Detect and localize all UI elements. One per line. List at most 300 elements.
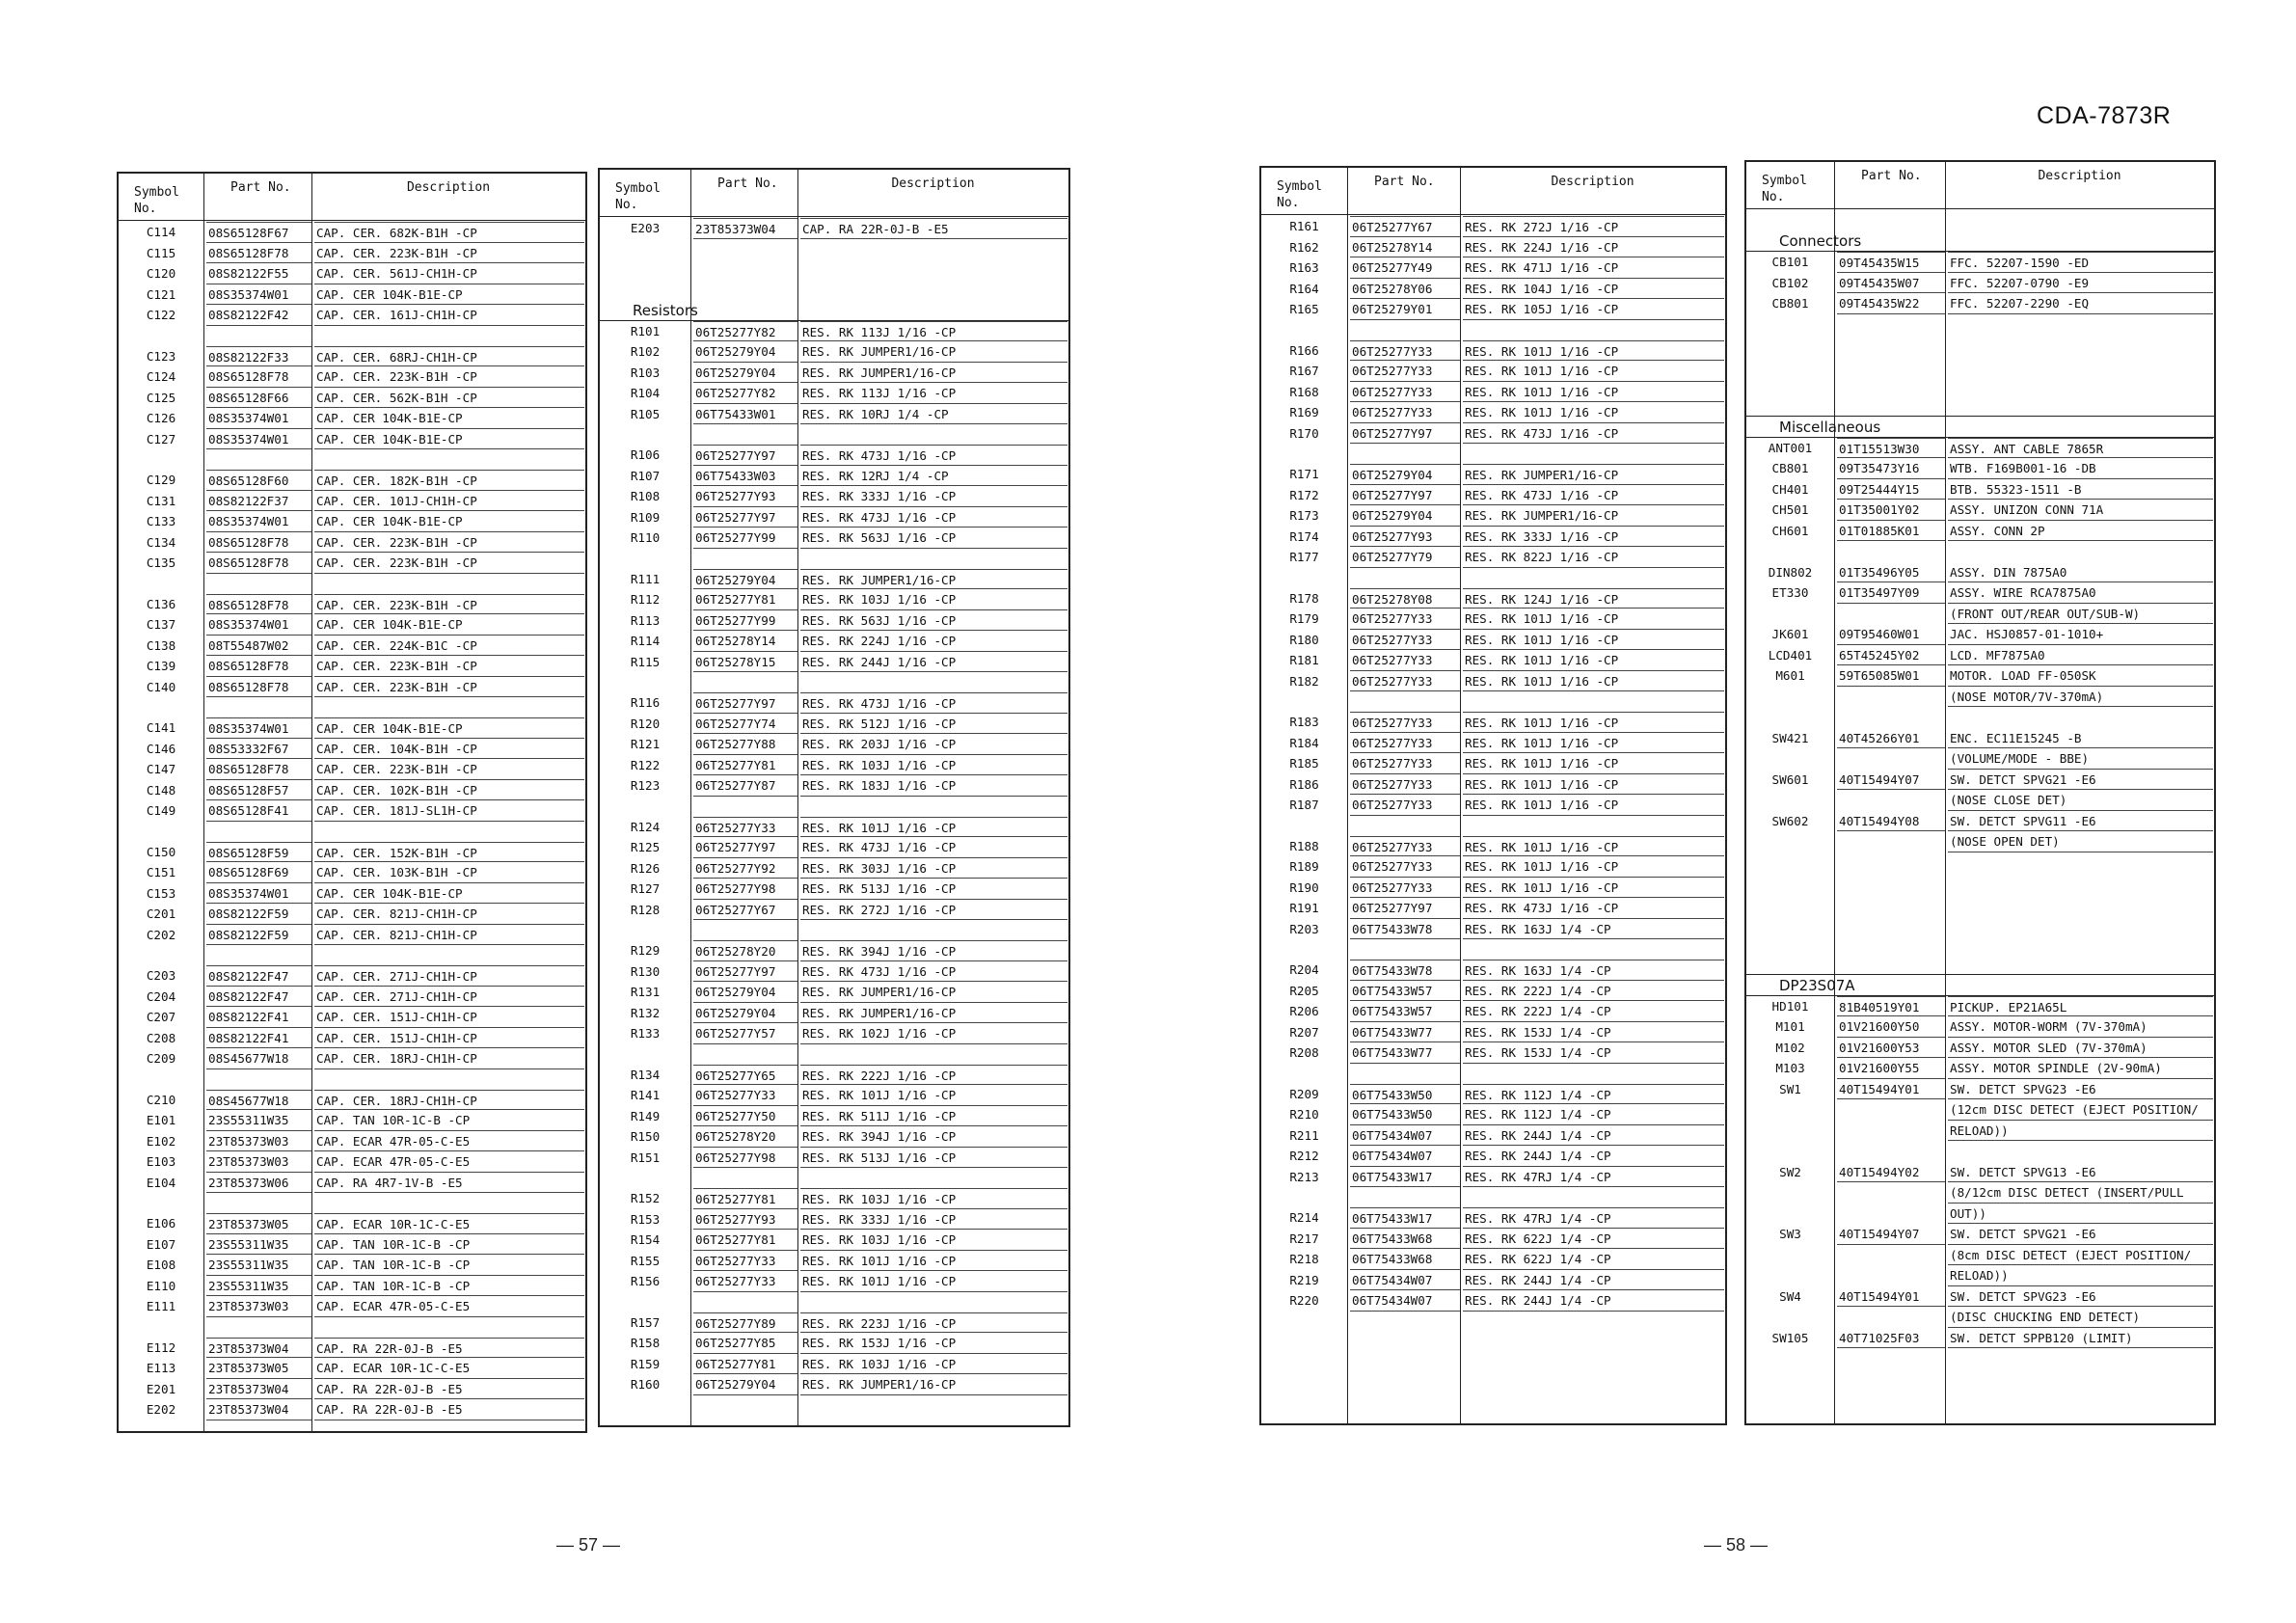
- table-row: [1746, 1245, 2214, 1266]
- table-row: [119, 842, 585, 863]
- cell-part-no: 23T85373W04: [206, 1399, 311, 1420]
- cell-part-no: 23T85373W04: [693, 218, 797, 239]
- cell-part-no: 06T25277Y82: [693, 383, 797, 404]
- cell-part-no: 06T75433W50: [1350, 1084, 1460, 1105]
- cell-symbol: E111: [146, 1299, 176, 1313]
- cell-symbol: R125: [630, 840, 661, 854]
- table-row: [119, 614, 585, 636]
- cell-part-no: 08S65128F60: [206, 470, 311, 491]
- cell-part-no: 08S35374W01: [206, 429, 311, 450]
- cell-symbol: C126: [146, 411, 176, 425]
- table-row: [119, 1110, 585, 1131]
- table-row: [600, 1148, 1068, 1169]
- cell-description: CAP. CER. 223K-B1H -CP: [314, 243, 584, 264]
- cell-part-no: 06T75433W03: [693, 466, 797, 487]
- cell-part-no: 06T25277Y97: [1350, 485, 1460, 506]
- cell-symbol: R209: [1289, 1086, 1319, 1101]
- cell-description: OUT)): [1948, 1204, 2213, 1225]
- cell-description: RES. RK 513J 1/16 -CP: [800, 879, 1067, 900]
- table-row: [1746, 645, 2214, 666]
- cell-description: RES. RK 101J 1/16 -CP: [1463, 712, 1724, 733]
- table-row: [1261, 402, 1725, 423]
- table-row: [1261, 1104, 1725, 1125]
- cell-description: RES. RK 113J 1/16 -CP: [800, 383, 1067, 404]
- cell-description: BTB. 55323-1511 -B: [1948, 479, 2213, 500]
- cell-part-no: 06T25277Y33: [693, 817, 797, 838]
- table-row: [119, 284, 585, 306]
- cell-symbol: SW601: [1771, 771, 1809, 787]
- cell-symbol: C135: [146, 555, 176, 570]
- table-row: [1261, 878, 1725, 899]
- table-row: [1746, 831, 2214, 852]
- cell-description: CAP. RA 22R-0J-B -E5: [314, 1379, 584, 1400]
- row-spacer: [1746, 335, 2214, 355]
- table-row: [600, 900, 1068, 921]
- table-row: [119, 1234, 585, 1256]
- cell-part-no: 08S65128F78: [206, 366, 311, 388]
- table-row: [600, 982, 1068, 1003]
- table-row: [1746, 1121, 2214, 1142]
- cell-description: CAP. CER 104K-B1E-CP: [314, 717, 584, 739]
- cell-part-no: 06T25279Y04: [1350, 464, 1460, 485]
- cell-description: RES. RK 103J 1/16 -CP: [800, 589, 1067, 610]
- section-heading: [1746, 230, 2214, 252]
- cell-part-no: 23T85373W03: [206, 1151, 311, 1173]
- cell-part-no: 09T45435W15: [1837, 252, 1945, 273]
- cell-symbol: CB101: [1771, 255, 1809, 269]
- cell-description: RES. RK 47RJ 1/4 -CP: [1463, 1207, 1724, 1229]
- table-row: [119, 366, 585, 388]
- cell-symbol: M101: [1775, 1019, 1805, 1034]
- table-row: [119, 408, 585, 429]
- cell-part-no: 08S65128F66: [206, 388, 311, 409]
- cell-part-no: 06T25277Y33: [1350, 774, 1460, 796]
- cell-part-no: 23S55311W35: [206, 1110, 311, 1131]
- header-description: Description: [891, 176, 975, 191]
- cell-description: RES. RK JUMPER1/16-CP: [800, 1374, 1067, 1395]
- cell-description: CAP. CER. 223K-B1H -CP: [314, 656, 584, 677]
- cell-symbol: R110: [630, 530, 661, 545]
- table-row: [1261, 753, 1725, 774]
- cell-part-no: [1837, 1307, 1945, 1328]
- cell-part-no: 06T25277Y33: [1350, 382, 1460, 403]
- cell-description: CAP. RA 22R-0J-B -E5: [800, 218, 1067, 239]
- cell-part-no: 06T25277Y93: [1350, 527, 1460, 548]
- row-spacer: [119, 945, 585, 965]
- cell-description: RES. RK JUMPER1/16-CP: [800, 982, 1067, 1003]
- cell-part-no: 40T15494Y07: [1837, 770, 1945, 791]
- table-row: [119, 346, 585, 367]
- header-symbol-label: Symbol: [1277, 179, 1322, 194]
- cell-part-no: 06T25277Y33: [693, 1251, 797, 1272]
- cell-description: CAP. CER. 223K-B1H -CP: [314, 366, 584, 388]
- cell-description: CAP. ECAR 10R-1C-C-E5: [314, 1358, 584, 1379]
- cell-description: RES. RK 222J 1/4 -CP: [1463, 981, 1724, 1002]
- cell-symbol: R214: [1289, 1210, 1319, 1225]
- table-row: [600, 610, 1068, 632]
- cell-description: RES. RK 101J 1/16 -CP: [800, 817, 1067, 838]
- table-row: [1746, 458, 2214, 479]
- cell-part-no: 23T85373W03: [206, 1296, 311, 1317]
- table-row: [1261, 279, 1725, 300]
- table-row: [600, 1106, 1068, 1127]
- table-row: [119, 1276, 585, 1297]
- table-row: [119, 1358, 585, 1379]
- cell-symbol: R173: [1289, 508, 1319, 523]
- cell-symbol: R157: [630, 1314, 661, 1330]
- cell-description: RES. RK 563J 1/16 -CP: [800, 610, 1067, 632]
- cell-symbol: R114: [630, 634, 661, 648]
- table-row: [1746, 1058, 2214, 1079]
- table-row: [600, 1271, 1068, 1292]
- cell-symbol: R153: [630, 1211, 661, 1227]
- cell-symbol: JK601: [1771, 627, 1809, 641]
- cell-description: ASSY. ANT CABLE 7865R: [1948, 438, 2213, 459]
- cell-symbol: R105: [630, 406, 661, 421]
- cell-symbol: R151: [630, 1150, 661, 1165]
- cell-part-no: 09T95460W01: [1837, 624, 1945, 645]
- cell-symbol: M601: [1775, 668, 1805, 683]
- cell-part-no: 06T25277Y82: [693, 321, 797, 342]
- cell-part-no: 40T15494Y01: [1837, 1286, 1945, 1308]
- table-row: [1746, 252, 2214, 273]
- cell-symbol: SW105: [1771, 1330, 1809, 1345]
- cell-part-no: 59T65085W01: [1837, 665, 1945, 687]
- table-row: [119, 656, 585, 677]
- row-spacer: [600, 797, 1068, 817]
- row-spacer: [119, 574, 585, 594]
- row-spacer: [1261, 1187, 1725, 1207]
- cell-symbol: M102: [1775, 1040, 1805, 1055]
- cell-symbol: C124: [146, 369, 176, 384]
- cell-symbol: R218: [1289, 1252, 1319, 1266]
- table-row: [1746, 1204, 2214, 1225]
- cell-description: ASSY. MOTOR-WORM (7V-370mA): [1948, 1016, 2213, 1038]
- cell-description: RES. RK 473J 1/16 -CP: [800, 445, 1067, 466]
- cell-part-no: 08S53332F67: [206, 739, 311, 760]
- cell-description: RES. RK 244J 1/16 -CP: [800, 652, 1067, 673]
- cell-symbol: R184: [1289, 735, 1319, 750]
- cell-description: RES. RK 224J 1/16 -CP: [800, 631, 1067, 652]
- table-row: [1746, 1038, 2214, 1059]
- cell-description: RES. RK 511J 1/16 -CP: [800, 1106, 1067, 1127]
- table-row: [1746, 770, 2214, 791]
- cell-symbol: R124: [630, 819, 661, 834]
- cell-symbol: R101: [630, 323, 661, 338]
- cell-description: CAP. CER. 821J-CH1H-CP: [314, 925, 584, 946]
- table-row: [1261, 1270, 1725, 1291]
- cell-description: (NOSE CLOSE DET): [1948, 790, 2213, 811]
- table-row: [1261, 485, 1725, 506]
- cell-part-no: 23S55311W35: [206, 1255, 311, 1276]
- cell-description: RES. RK 101J 1/16 -CP: [800, 1085, 1067, 1106]
- cell-symbol: C208: [146, 1030, 176, 1045]
- table-row: [119, 553, 585, 574]
- cell-symbol: R212: [1289, 1149, 1319, 1163]
- cell-description: ASSY. UNIZON CONN 71A: [1948, 500, 2213, 521]
- table-row: [1746, 562, 2214, 583]
- cell-description: ASSY. WIRE RCA7875A0: [1948, 582, 2213, 604]
- cell-part-no: 06T25278Y20: [693, 1126, 797, 1148]
- cell-symbol: HD101: [1771, 998, 1809, 1014]
- page-number-57: — 57 —: [555, 1535, 621, 1555]
- row-spacer: [600, 424, 1068, 445]
- row-spacer: [600, 672, 1068, 692]
- cell-description: RES. RK 303J 1/16 -CP: [800, 858, 1067, 879]
- cell-symbol: C210: [146, 1092, 176, 1107]
- cell-part-no: 08S45677W18: [206, 1048, 311, 1069]
- cell-description: RES. RK 10RJ 1/4 -CP: [800, 404, 1067, 425]
- table-row: [600, 1251, 1068, 1272]
- header-no-label: No.: [1762, 190, 1785, 204]
- table-row: [1746, 521, 2214, 542]
- header-no-label: No.: [615, 198, 638, 212]
- cell-part-no: 09T45435W07: [1837, 273, 1945, 294]
- cell-description: RES. RK 104J 1/16 -CP: [1463, 279, 1724, 300]
- cell-description: RES. RK 163J 1/4 -CP: [1463, 960, 1724, 981]
- table-row: [600, 1126, 1068, 1148]
- cell-description: CAP. CER 104K-B1E-CP: [314, 883, 584, 905]
- cell-part-no: 06T25278Y14: [1350, 237, 1460, 258]
- row-spacer: [1261, 568, 1725, 588]
- cell-part-no: 06T25279Y04: [693, 1374, 797, 1395]
- section-heading: [600, 300, 1068, 321]
- cell-symbol: SW4: [1779, 1288, 1801, 1304]
- cell-symbol: R178: [1289, 590, 1319, 606]
- table-row: [119, 429, 585, 450]
- cell-part-no: 06T25277Y92: [693, 858, 797, 879]
- cell-symbol: E104: [146, 1175, 176, 1190]
- cell-description: PICKUP. EP21A65L: [1948, 996, 2213, 1017]
- cell-description: RES. RK 513J 1/16 -CP: [800, 1148, 1067, 1169]
- cell-description: RES. RK 512J 1/16 -CP: [800, 714, 1067, 735]
- cell-symbol: R121: [630, 737, 661, 751]
- table-row: [119, 780, 585, 801]
- cell-part-no: 06T25277Y97: [693, 837, 797, 858]
- cell-description: RES. RK 101J 1/16 -CP: [1463, 402, 1724, 423]
- cell-description: [1948, 1141, 2213, 1162]
- cell-part-no: 06T25277Y93: [693, 1209, 797, 1231]
- cell-description: [1948, 707, 2213, 728]
- cell-symbol: CH401: [1771, 481, 1809, 497]
- cell-description: RES. RK 103J 1/16 -CP: [800, 1230, 1067, 1251]
- cell-part-no: 06T25279Y04: [693, 1003, 797, 1024]
- cell-part-no: 06T25277Y79: [1350, 547, 1460, 568]
- cell-symbol: DIN802: [1768, 564, 1813, 580]
- cell-part-no: [1837, 687, 1945, 708]
- cell-symbol: C202: [146, 927, 176, 942]
- cell-description: RES. RK 103J 1/16 -CP: [800, 1188, 1067, 1209]
- page-number-58: — 58 —: [1703, 1535, 1769, 1555]
- cell-description: (NOSE MOTOR/7V-370mA): [1948, 687, 2213, 708]
- table-row: [1746, 790, 2214, 811]
- table-row: [600, 692, 1068, 714]
- cell-description: RES. RK 822J 1/16 -CP: [1463, 547, 1724, 568]
- cell-description: RES. RK 103J 1/16 -CP: [800, 1354, 1067, 1375]
- cell-description: (NOSE OPEN DET): [1948, 831, 2213, 852]
- cell-symbol: R181: [1289, 653, 1319, 667]
- cell-description: CAP. CER. 18RJ-CH1H-CP: [314, 1048, 584, 1069]
- table-row: [600, 961, 1068, 983]
- cell-part-no: 06T25277Y33: [1350, 340, 1460, 362]
- cell-symbol: R190: [1289, 879, 1319, 895]
- cell-symbol: R158: [630, 1336, 661, 1350]
- cell-symbol: R166: [1289, 342, 1319, 358]
- cell-part-no: 01T01885K01: [1837, 521, 1945, 542]
- cell-part-no: 06T25277Y97: [693, 961, 797, 983]
- table-row: [1261, 981, 1725, 1002]
- row-spacer: [1746, 395, 2214, 416]
- table-row: [1261, 1207, 1725, 1229]
- cell-part-no: 06T25277Y88: [693, 734, 797, 755]
- table-row: [1261, 856, 1725, 878]
- row-spacer: [600, 1044, 1068, 1065]
- cell-part-no: 06T25277Y97: [693, 445, 797, 466]
- row-spacer: [1261, 444, 1725, 464]
- cell-part-no: 06T75433W78: [1350, 919, 1460, 940]
- row-spacer: [1746, 1368, 2214, 1389]
- cell-symbol: R129: [630, 943, 661, 958]
- cell-part-no: 06T25277Y89: [693, 1312, 797, 1334]
- cell-part-no: 06T25277Y33: [693, 1085, 797, 1106]
- cell-part-no: 06T25277Y81: [693, 589, 797, 610]
- table-row: [600, 1188, 1068, 1209]
- cell-description: (12cm DISC DETECT (EJECT POSITION/: [1948, 1099, 2213, 1121]
- cell-symbol: C209: [146, 1051, 176, 1066]
- header-description: Description: [1551, 175, 1634, 189]
- cell-symbol: SW602: [1771, 813, 1809, 828]
- table-row: [119, 263, 585, 284]
- cell-part-no: [1837, 1141, 1945, 1162]
- row-spacer: [1746, 210, 2214, 230]
- cell-part-no: 06T25277Y33: [1350, 609, 1460, 630]
- cell-description: CAP. CER. 151J-CH1H-CP: [314, 1028, 584, 1049]
- cell-symbol: R122: [630, 757, 661, 772]
- cell-part-no: 06T25277Y33: [1350, 753, 1460, 774]
- cell-part-no: 06T75433W78: [1350, 960, 1460, 981]
- cell-description: RES. RK JUMPER1/16-CP: [1463, 464, 1724, 485]
- document-title: CDA-7873R: [2037, 102, 2172, 129]
- cell-part-no: 06T25277Y49: [1350, 257, 1460, 279]
- row-spacer: [1746, 913, 2214, 933]
- cell-description: CAP. CER. 161J-CH1H-CP: [314, 305, 584, 326]
- table-row: [600, 837, 1068, 858]
- table-row: [119, 1048, 585, 1069]
- cell-symbol: R152: [630, 1191, 661, 1205]
- table-row: [1261, 960, 1725, 981]
- row-spacer: [119, 1317, 585, 1338]
- cell-description: RES. RK 203J 1/16 -CP: [800, 734, 1067, 755]
- cell-part-no: 06T25277Y65: [693, 1065, 797, 1086]
- cell-symbol: R165: [1289, 302, 1319, 316]
- cell-part-no: 08S35374W01: [206, 717, 311, 739]
- cell-part-no: 08S65128F78: [206, 553, 311, 574]
- cell-part-no: 06T75434W07: [1350, 1270, 1460, 1291]
- table-row: [600, 363, 1068, 384]
- table-row: [119, 759, 585, 780]
- table-row: [1261, 733, 1725, 754]
- table-row: [1746, 996, 2214, 1017]
- table-row: [600, 714, 1068, 735]
- table-row: [119, 222, 585, 243]
- cell-part-no: 06T25277Y33: [1350, 856, 1460, 878]
- section-heading: [1746, 417, 2214, 438]
- table-row: [119, 739, 585, 760]
- cell-part-no: 08S82122F59: [206, 925, 311, 946]
- table-row: [119, 677, 585, 698]
- cell-part-no: 08S45677W18: [206, 1090, 311, 1111]
- cell-description: RES. RK 153J 1/16 -CP: [800, 1333, 1067, 1354]
- cell-symbol: C133: [146, 514, 176, 528]
- cell-description: RES. RK 124J 1/16 -CP: [1463, 588, 1724, 609]
- cell-symbol: C141: [146, 720, 176, 735]
- cell-part-no: 06T25279Y04: [693, 341, 797, 363]
- cell-description: CAP. CER. 223K-B1H -CP: [314, 532, 584, 554]
- cell-description: RES. RK JUMPER1/16-CP: [800, 363, 1067, 384]
- table-row: [1746, 1079, 2214, 1100]
- table-row: [600, 341, 1068, 363]
- table-body: [1261, 216, 1725, 1423]
- cell-symbol: R131: [630, 985, 661, 999]
- cell-part-no: 81B40519Y01: [1837, 996, 1945, 1017]
- cell-description: JAC. HSJ0857-01-1010+: [1948, 624, 2213, 645]
- table-row: [119, 1213, 585, 1234]
- cell-part-no: 40T15494Y08: [1837, 811, 1945, 832]
- cell-description: RES. RK 333J 1/16 -CP: [800, 1209, 1067, 1231]
- cell-description: RES. RK 333J 1/16 -CP: [800, 486, 1067, 507]
- table-row: [600, 486, 1068, 507]
- cell-description: RES. RK 224J 1/16 -CP: [1463, 237, 1724, 258]
- table-row: [119, 800, 585, 822]
- cell-part-no: [1837, 1245, 1945, 1266]
- cell-part-no: 08S35374W01: [206, 614, 311, 636]
- table-row: [119, 532, 585, 554]
- table-row: [1746, 273, 2214, 294]
- table-row: [1261, 464, 1725, 485]
- cell-part-no: 01V21600Y55: [1837, 1058, 1945, 1079]
- cell-description: CAP. ECAR 47R-05-C-E5: [314, 1296, 584, 1317]
- table-row: [600, 652, 1068, 673]
- cell-part-no: 08S65128F78: [206, 532, 311, 554]
- cell-description: CAP. CER. 682K-B1H -CP: [314, 222, 584, 243]
- cell-symbol: LCD401: [1768, 647, 1813, 663]
- cell-description: CAP. CER. 271J-CH1H-CP: [314, 965, 584, 987]
- cell-part-no: 08S82122F41: [206, 1007, 311, 1028]
- cell-part-no: 06T25277Y81: [693, 1230, 797, 1251]
- parts-table-capacitors: [117, 172, 587, 1433]
- table-body: [600, 218, 1068, 1425]
- cell-symbol: R211: [1289, 1127, 1319, 1143]
- cell-description: RES. RK JUMPER1/16-CP: [800, 341, 1067, 363]
- cell-description: CAP. CER 104K-B1E-CP: [314, 429, 584, 450]
- cell-description: CAP. RA 22R-0J-B -E5: [314, 1338, 584, 1359]
- cell-symbol: R217: [1289, 1231, 1319, 1246]
- table-row: [600, 1312, 1068, 1334]
- cell-symbol: E101: [146, 1113, 176, 1127]
- cell-description: RES. RK 622J 1/4 -CP: [1463, 1249, 1724, 1270]
- cell-part-no: 06T25277Y67: [1350, 216, 1460, 237]
- cell-part-no: 06T75433W01: [693, 404, 797, 425]
- cell-part-no: 08S82122F47: [206, 965, 311, 987]
- cell-part-no: 08S82122F55: [206, 263, 311, 284]
- cell-description: (DISC CHUCKING END DETECT): [1948, 1307, 2213, 1328]
- cell-description: CAP. TAN 10R-1C-B -CP: [314, 1276, 584, 1297]
- cell-description: RES. RK 473J 1/16 -CP: [1463, 423, 1724, 445]
- cell-description: ASSY. MOTOR SPINDLE (2V-90mA): [1948, 1058, 2213, 1079]
- cell-symbol: C134: [146, 534, 176, 550]
- cell-part-no: 01V21600Y50: [1837, 1016, 1945, 1038]
- cell-description: RES. RK 102J 1/16 -CP: [800, 1023, 1067, 1044]
